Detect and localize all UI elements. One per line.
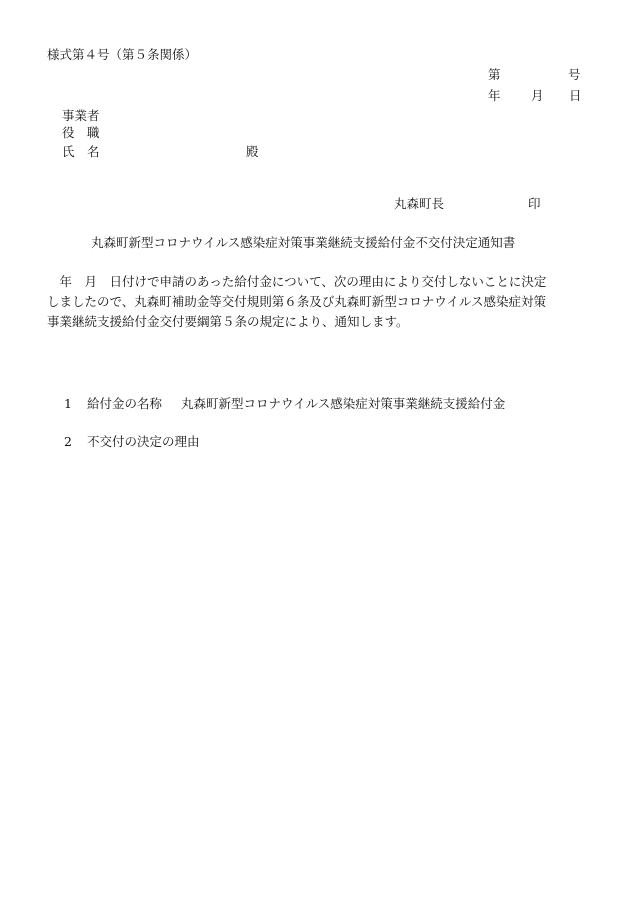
addressee-business-label: 事業者 [62,108,100,123]
document-number-prefix: 第 [488,67,501,82]
body-line: 年 月 日付けで申請のあった給付金について、次の理由により交付しないことに決定 [47,274,547,289]
addressee-name-label: 氏 名 [62,144,100,159]
addressee-role-label: 役 職 [62,125,100,140]
item-label: 給付金の名称 [87,396,163,411]
item-value: 丸森町新型コロナウイルス感染症対策事業継続支援給付金 [181,396,506,411]
body-line: しましたので、丸森町補助金等交付規則第６条及び丸森町新型コロナウイルス感染症対策 [47,294,547,309]
body-paragraph [47,272,587,332]
date-day-label: 日 [569,88,582,103]
addressee-honorific: 殿 [246,144,259,159]
item-number: 1 [64,396,72,411]
item-number: 2 [64,434,72,449]
document-title: 丸森町新型コロナウイルス感染症対策事業継続支援給付金不交付決定通知書 [91,235,516,250]
body-line: 事業継続支援給付金交付要綱第５条の規定により、通知します。 [47,314,409,329]
item-label: 不交付の決定の理由 [87,434,200,449]
issuer-title: 丸森町長 [394,196,445,211]
form-label: 様式第４号（第５条関係） [47,47,198,62]
document-number-suffix: 号 [568,67,581,82]
seal-mark: 印 [528,196,541,211]
date-year-label: 年 [488,88,501,103]
date-month-label: 月 [531,88,544,103]
